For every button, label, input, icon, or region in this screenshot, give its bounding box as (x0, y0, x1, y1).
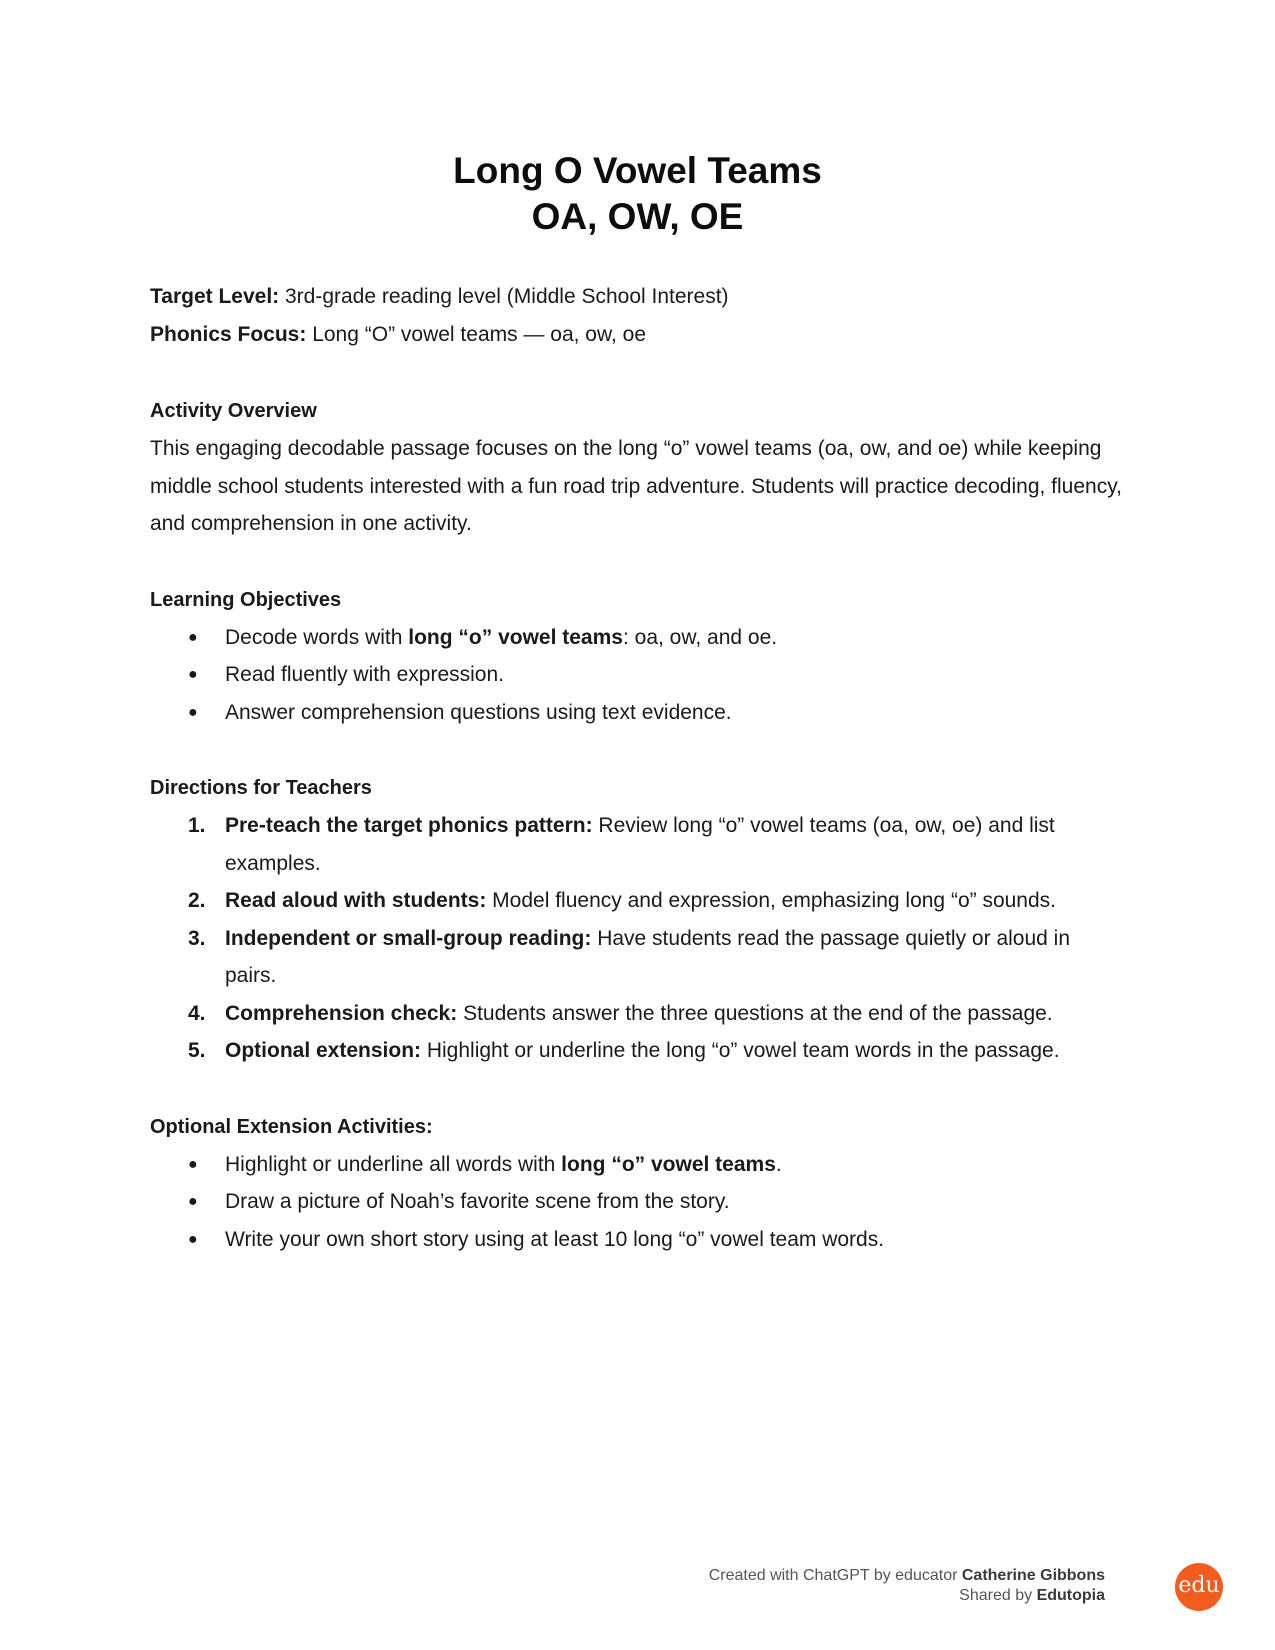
list-item (150, 1183, 1125, 1221)
list-item-text: Students answer the three questions at the end of the passage. (457, 1001, 1053, 1025)
list-number: 2. (188, 889, 206, 912)
target-level-value: 3rd-grade reading level (Middle School Interest) (279, 285, 729, 308)
list-item-text: Have students read the passage quietly or aloud in pairs. (225, 926, 1071, 987)
list-number: 5. (188, 1039, 206, 1062)
meta-block (150, 278, 1125, 354)
edutopia-logo-icon: edu (1175, 1563, 1223, 1611)
extension-activities-list (150, 1146, 1125, 1259)
list-number: 4. (188, 1001, 206, 1025)
list-item (150, 882, 1125, 920)
activity-overview-section (150, 392, 1125, 543)
footer-shared-text: Shared by (959, 1587, 1037, 1604)
title-line-1: Long O Vowel Teams (453, 150, 822, 191)
bullet-marker: ● (188, 703, 198, 721)
phonics-focus-line (150, 316, 1125, 354)
list-item-text: Read fluently with expression. (225, 663, 504, 686)
list-item-bold: long “o” vowel teams (561, 1152, 776, 1176)
list-item (150, 694, 1125, 732)
list-item-text-end: . (775, 1152, 782, 1176)
bullet-marker: ● (188, 1155, 198, 1173)
bullet-marker: ● (188, 1230, 198, 1248)
list-item (150, 1146, 1125, 1184)
list-item-text: Highlight or underline the long “o” vowel team words in the passage. (421, 1039, 1060, 1062)
list-item-bold: Independent or small-group reading: (225, 926, 592, 950)
footer-created-text: Created with ChatGPT by educator (708, 1567, 962, 1584)
list-item (150, 995, 1125, 1033)
list-item-text: Write your own short story using at least 10 long “o” vowel team words. (225, 1227, 885, 1251)
footer-publisher-name: Edutopia (1036, 1587, 1105, 1604)
list-item (150, 656, 1125, 694)
document-title (150, 148, 1125, 240)
activity-overview-heading: Activity Overview (150, 400, 317, 422)
phonics-focus-value: Long “O” vowel teams — oa, ow, oe (306, 323, 647, 346)
footer-created-line (709, 1566, 1105, 1586)
learning-objectives-list (150, 619, 1125, 732)
footer-author-name: Catherine Gibbons (961, 1567, 1105, 1584)
bullet-marker: ● (188, 1193, 198, 1210)
list-item-bold: Comprehension check: (225, 1001, 458, 1025)
phonics-focus-label: Phonics Focus: (150, 323, 307, 346)
activity-overview-text: This engaging decodable passage focuses on the long “o” vowel teams (oa, ow, and oe) while keeping middle school students interested with a fun road trip adventure. Students will practice decoding, fluency, and comprehension in one activity. (150, 437, 1122, 535)
list-item-bold: Pre-teach the target phonics pattern: (225, 814, 593, 837)
directions-list (150, 807, 1125, 1070)
directions-section (150, 769, 1125, 1070)
bullet-marker: ● (188, 628, 198, 646)
list-item-bold: long “o” vowel teams (408, 625, 623, 649)
list-item-text: Answer comprehension questions using text evidence. (225, 700, 732, 724)
footer-shared-line (709, 1586, 1105, 1606)
extension-activities-heading: Optional Extension Activities: (150, 1115, 433, 1138)
list-item-text: Decode words with (225, 625, 409, 649)
target-level-label: Target Level: (150, 285, 280, 308)
list-number: 1. (188, 814, 206, 837)
target-level-line (150, 278, 1125, 316)
directions-heading: Directions for Teachers (150, 777, 372, 799)
document-page (150, 148, 1125, 1258)
list-item (150, 807, 1125, 882)
list-item-text-end: : oa, ow, and oe. (622, 625, 778, 649)
learning-objectives-heading: Learning Objectives (150, 588, 342, 611)
list-item (150, 1221, 1125, 1259)
list-item-text: Highlight or underline all words with (225, 1152, 562, 1176)
list-item-text: Review long “o” vowel teams (oa, ow, oe) and list examples. (225, 814, 1055, 875)
title-line-2: OA, OW, OE (531, 196, 744, 237)
extension-activities-section (150, 1108, 1125, 1259)
bullet-marker: ● (188, 666, 198, 683)
list-item-bold: Optional extension: (225, 1039, 422, 1062)
list-item (150, 1032, 1125, 1070)
list-item (150, 619, 1125, 657)
list-item (150, 920, 1125, 995)
learning-objectives-section (150, 581, 1125, 732)
list-item-text: Model fluency and expression, emphasizing long “o” sounds. (486, 889, 1056, 912)
list-item-bold: Read aloud with students: (225, 889, 487, 912)
list-item-text: Draw a picture of Noah’s favorite scene from the story. (225, 1190, 730, 1213)
footer-credits (709, 1566, 1105, 1606)
list-number: 3. (188, 926, 206, 950)
